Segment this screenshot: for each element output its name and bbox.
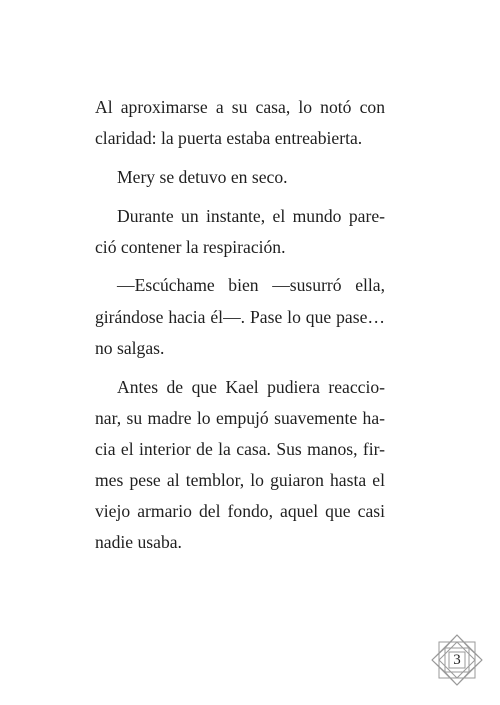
text-line: mes pese al temblor, lo guiaron hasta el [95, 470, 385, 491]
text-line: viejo armario del fondo, aquel que casi [95, 501, 385, 522]
page-number: 3 [453, 652, 461, 668]
text-line: girándose hacia él—. Pase lo que pase… [95, 306, 385, 327]
text-line: —Escúchame bien —susurró ella, [117, 275, 385, 296]
text-line: cia el interior de la casa. Sus manos, fir- [95, 438, 385, 459]
text-line: Durante un instante, el mundo pare- [117, 205, 385, 226]
text-line: nar, su madre lo empujó suavemente ha- [95, 407, 385, 428]
text-line: nadie usaba. [95, 532, 182, 553]
text-line: Al aproximarse a su casa, lo notó con [95, 97, 385, 117]
text-line: claridad: la puerta estaba entreabierta. [95, 128, 363, 149]
text-line: Antes de que Kael pudiera reaccio- [117, 376, 385, 397]
text-line: Mery se detuvo en seco. [117, 166, 288, 187]
page-body-text [95, 92, 385, 559]
text-line: ció contener la respiración. [95, 236, 286, 257]
text-line: no salgas. [95, 337, 165, 358]
